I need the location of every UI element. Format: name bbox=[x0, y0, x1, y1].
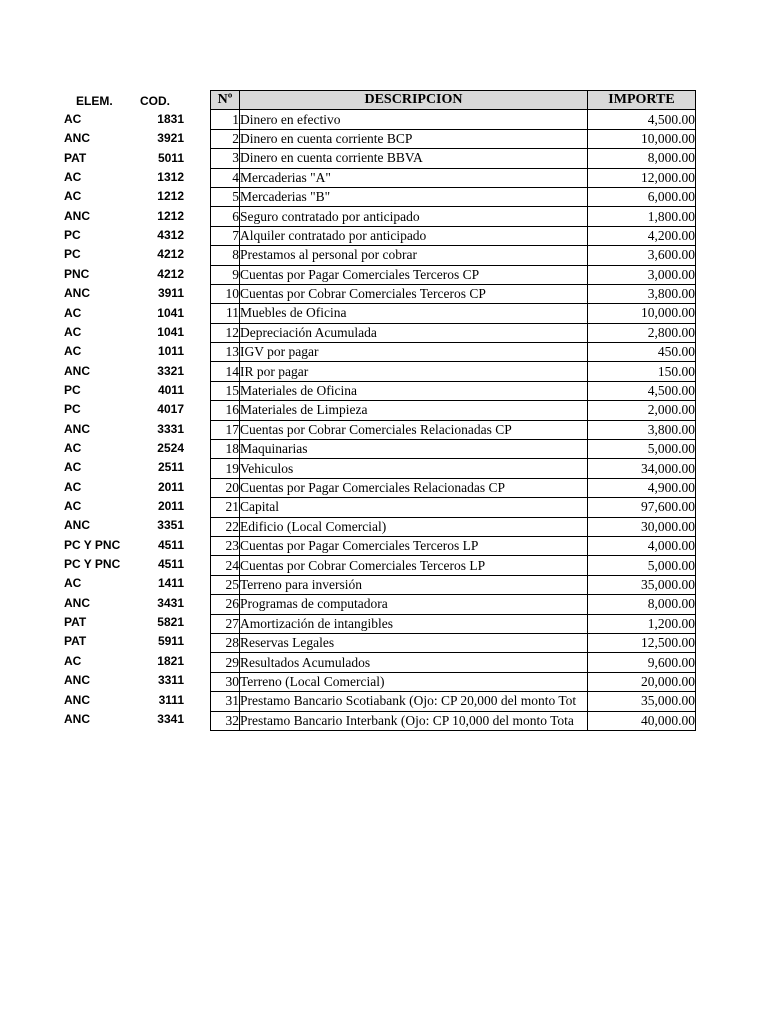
elem-cell[interactable]: PNC bbox=[64, 266, 90, 281]
description-cell[interactable]: Seguro contratado por anticipado bbox=[240, 207, 588, 226]
elem-column-header: ELEM. bbox=[76, 94, 113, 108]
importe-cell[interactable]: 1,200.00 bbox=[588, 614, 696, 633]
cod-cell[interactable]: 3341 bbox=[157, 711, 184, 726]
elem-cell[interactable]: ANC bbox=[64, 208, 90, 223]
cod-cell[interactable]: 3351 bbox=[157, 518, 184, 533]
row-number-cell[interactable]: 17 bbox=[211, 420, 240, 439]
table-header-row bbox=[211, 91, 696, 110]
elem-cell[interactable]: PC Y PNC bbox=[64, 557, 121, 572]
elem-cell[interactable]: ANC bbox=[64, 363, 90, 378]
description-cell[interactable]: Reservas Legales bbox=[240, 633, 588, 652]
table-row[interactable] bbox=[211, 459, 696, 478]
row-number-cell[interactable]: 32 bbox=[211, 711, 240, 730]
description-cell[interactable]: Dinero en cuenta corriente BCP bbox=[240, 129, 588, 148]
description-cell[interactable]: Amortización de intangibles bbox=[240, 614, 588, 633]
num-column-header: Nº bbox=[211, 91, 240, 110]
description-cell[interactable]: Terreno para inversión bbox=[240, 575, 588, 594]
table-row[interactable] bbox=[211, 226, 696, 245]
importe-cell[interactable]: 4,900.00 bbox=[588, 478, 696, 497]
importe-cell[interactable]: 3,800.00 bbox=[588, 284, 696, 303]
row-number-cell[interactable]: 28 bbox=[211, 633, 240, 652]
importe-cell[interactable]: 5,000.00 bbox=[588, 440, 696, 459]
elem-cell[interactable]: ANC bbox=[64, 692, 90, 707]
description-cell[interactable]: Cuentas por Cobrar Comerciales Terceros LP bbox=[240, 556, 588, 575]
description-cell[interactable]: Cuentas por Pagar Comerciales Terceros LP bbox=[240, 536, 588, 555]
table-row[interactable] bbox=[211, 362, 696, 381]
table-row[interactable] bbox=[211, 381, 696, 400]
elem-cell[interactable]: AC bbox=[64, 479, 82, 494]
importe-cell[interactable]: 20,000.00 bbox=[588, 672, 696, 691]
cod-cell[interactable]: 4312 bbox=[157, 228, 184, 243]
elem-cell[interactable]: ANC bbox=[64, 711, 90, 726]
description-cell[interactable]: Prestamo Bancario Scotiabank (Ojo: CP 20,000 del monto Tot bbox=[240, 692, 588, 711]
elem-cell[interactable]: PC bbox=[64, 402, 81, 417]
importe-cell[interactable]: 5,000.00 bbox=[588, 556, 696, 575]
cod-cell[interactable]: 4017 bbox=[157, 402, 184, 417]
row-number-cell[interactable]: 30 bbox=[211, 672, 240, 691]
cod-cell[interactable]: 3311 bbox=[157, 673, 184, 688]
cod-cell[interactable]: 3431 bbox=[157, 595, 184, 610]
table-row[interactable] bbox=[211, 536, 696, 555]
table-row[interactable] bbox=[211, 478, 696, 497]
row-number-cell[interactable]: 24 bbox=[211, 556, 240, 575]
importe-cell[interactable]: 2,800.00 bbox=[588, 323, 696, 342]
row-number-cell[interactable]: 6 bbox=[211, 207, 240, 226]
row-number-cell[interactable]: 13 bbox=[211, 343, 240, 362]
cod-cell[interactable]: 1831 bbox=[157, 112, 184, 126]
row-number-cell[interactable]: 4 bbox=[211, 168, 240, 187]
row-number-cell[interactable]: 2 bbox=[211, 129, 240, 148]
row-number-cell[interactable]: 7 bbox=[211, 226, 240, 245]
importe-cell[interactable]: 35,000.00 bbox=[588, 692, 696, 711]
description-cell[interactable]: Materiales de Limpieza bbox=[240, 401, 588, 420]
description-cell[interactable]: Dinero en efectivo bbox=[240, 110, 588, 129]
table-row[interactable] bbox=[211, 187, 696, 206]
importe-cell[interactable]: 2,000.00 bbox=[588, 401, 696, 420]
cod-cell[interactable]: 4011 bbox=[157, 382, 184, 397]
cod-cell[interactable]: 3111 bbox=[158, 692, 184, 707]
importe-cell[interactable]: 34,000.00 bbox=[588, 459, 696, 478]
description-cell[interactable]: Maquinarias bbox=[240, 440, 588, 459]
table-row[interactable] bbox=[211, 517, 696, 536]
description-cell[interactable]: Cuentas por Pagar Comerciales Relacionadas CP bbox=[240, 478, 588, 497]
cod-cell[interactable]: 3331 bbox=[157, 421, 184, 436]
cod-cell[interactable]: 4212 bbox=[157, 266, 184, 281]
descripcion-column-header: DESCRIPCION bbox=[240, 91, 588, 110]
description-cell[interactable]: Cuentas por Pagar Comerciales Terceros CP bbox=[240, 265, 588, 284]
description-cell[interactable]: Capital bbox=[240, 498, 588, 517]
importe-cell[interactable]: 4,500.00 bbox=[588, 110, 696, 129]
table-row[interactable] bbox=[211, 284, 696, 303]
elem-cell[interactable]: AC bbox=[64, 170, 82, 185]
elem-cell[interactable]: AC bbox=[64, 189, 82, 204]
cod-cell[interactable]: 4511 bbox=[157, 557, 184, 572]
description-cell[interactable]: Programas de computadora bbox=[240, 595, 588, 614]
table-row[interactable] bbox=[211, 401, 696, 420]
elem-cell[interactable]: ANC bbox=[64, 673, 90, 688]
cod-cell[interactable]: 1041 bbox=[157, 324, 184, 339]
elem-cell[interactable]: PC bbox=[64, 247, 81, 262]
importe-cell[interactable]: 35,000.00 bbox=[588, 575, 696, 594]
description-cell[interactable]: Depreciación Acumulada bbox=[240, 323, 588, 342]
elem-cell[interactable]: AC bbox=[64, 305, 82, 320]
importe-cell[interactable]: 12,000.00 bbox=[588, 168, 696, 187]
table-row[interactable] bbox=[211, 692, 696, 711]
cod-cell[interactable]: 5821 bbox=[157, 615, 184, 630]
row-number-cell[interactable]: 16 bbox=[211, 401, 240, 420]
importe-cell[interactable]: 8,000.00 bbox=[588, 149, 696, 168]
row-number-cell[interactable]: 15 bbox=[211, 381, 240, 400]
description-cell[interactable]: Edificio (Local Comercial) bbox=[240, 517, 588, 536]
table-row[interactable] bbox=[211, 420, 696, 439]
table-row[interactable] bbox=[211, 498, 696, 517]
table-row[interactable] bbox=[211, 556, 696, 575]
cod-cell[interactable]: 2011 bbox=[157, 499, 184, 513]
elem-cell[interactable]: ANC bbox=[64, 286, 90, 301]
importe-cell[interactable]: 3,600.00 bbox=[588, 246, 696, 265]
table-row[interactable] bbox=[211, 323, 696, 342]
description-cell[interactable]: Resultados Acumulados bbox=[240, 653, 588, 672]
importe-column-header: IMPORTE bbox=[588, 91, 696, 110]
row-number-cell[interactable]: 23 bbox=[211, 536, 240, 555]
importe-cell[interactable]: 10,000.00 bbox=[588, 129, 696, 148]
table-row[interactable] bbox=[211, 168, 696, 187]
importe-cell[interactable]: 3,800.00 bbox=[588, 420, 696, 439]
table-row[interactable] bbox=[211, 246, 696, 265]
row-number-cell[interactable]: 25 bbox=[211, 575, 240, 594]
elem-cell[interactable]: PC bbox=[64, 382, 81, 397]
elem-cell[interactable]: PAT bbox=[64, 615, 87, 630]
description-cell[interactable]: Muebles de Oficina bbox=[240, 304, 588, 323]
description-cell[interactable]: IGV por pagar bbox=[240, 343, 588, 362]
elem-cell[interactable]: AC bbox=[64, 653, 82, 668]
row-number-cell[interactable]: 18 bbox=[211, 440, 240, 459]
elem-cell[interactable]: AC bbox=[64, 440, 82, 455]
elem-cell[interactable]: ANC bbox=[64, 518, 90, 533]
table-row[interactable] bbox=[211, 207, 696, 226]
cod-cell[interactable]: 4212 bbox=[157, 247, 184, 262]
elem-cell[interactable]: ANC bbox=[64, 421, 90, 436]
table-row[interactable] bbox=[211, 595, 696, 614]
importe-cell[interactable]: 6,000.00 bbox=[588, 187, 696, 206]
cod-cell[interactable]: 1411 bbox=[157, 576, 184, 591]
importe-cell[interactable]: 150.00 bbox=[588, 362, 696, 381]
elem-cell[interactable]: PC Y PNC bbox=[64, 537, 121, 552]
row-number-cell[interactable]: 26 bbox=[211, 595, 240, 614]
elem-cell[interactable]: AC bbox=[64, 460, 82, 475]
cod-cell[interactable]: 1212 bbox=[157, 208, 184, 223]
elem-cell[interactable]: AC bbox=[64, 499, 82, 513]
table-row[interactable] bbox=[211, 343, 696, 362]
table-row[interactable] bbox=[211, 440, 696, 459]
row-number-cell[interactable]: 29 bbox=[211, 653, 240, 672]
row-number-cell[interactable]: 22 bbox=[211, 517, 240, 536]
row-number-cell[interactable]: 3 bbox=[211, 149, 240, 168]
importe-cell[interactable]: 4,500.00 bbox=[588, 381, 696, 400]
importe-cell[interactable]: 3,000.00 bbox=[588, 265, 696, 284]
description-cell[interactable]: Vehiculos bbox=[240, 459, 588, 478]
table-row[interactable] bbox=[211, 672, 696, 691]
description-cell[interactable]: Materiales de Oficina bbox=[240, 381, 588, 400]
description-cell[interactable]: Cuentas por Cobrar Comerciales Relacionadas CP bbox=[240, 420, 588, 439]
row-number-cell[interactable]: 31 bbox=[211, 692, 240, 711]
cod-cell[interactable]: 5011 bbox=[157, 150, 184, 165]
cod-cell[interactable]: 2011 bbox=[157, 479, 184, 494]
row-number-cell[interactable]: 27 bbox=[211, 614, 240, 633]
importe-cell[interactable]: 450.00 bbox=[588, 343, 696, 362]
cod-cell[interactable]: 2524 bbox=[157, 440, 184, 455]
importe-cell[interactable]: 1,800.00 bbox=[588, 207, 696, 226]
cod-column-header: COD. bbox=[140, 94, 170, 108]
row-number-cell[interactable]: 14 bbox=[211, 362, 240, 381]
table-row[interactable] bbox=[211, 653, 696, 672]
row-number-cell[interactable]: 5 bbox=[211, 187, 240, 206]
table-row[interactable] bbox=[211, 129, 696, 148]
row-number-cell[interactable]: 1 bbox=[211, 110, 240, 129]
description-cell[interactable]: Mercaderias "A" bbox=[240, 168, 588, 187]
row-number-cell[interactable]: 21 bbox=[211, 498, 240, 517]
elem-cell[interactable]: AC bbox=[64, 324, 82, 339]
table-row[interactable] bbox=[211, 149, 696, 168]
row-number-cell[interactable]: 9 bbox=[211, 265, 240, 284]
importe-cell[interactable]: 12,500.00 bbox=[588, 633, 696, 652]
row-number-cell[interactable]: 12 bbox=[211, 323, 240, 342]
cod-cell[interactable]: 1212 bbox=[157, 189, 184, 204]
elem-cell[interactable]: AC bbox=[64, 576, 82, 591]
cod-cell[interactable]: 3921 bbox=[157, 131, 184, 146]
cod-cell[interactable]: 5911 bbox=[157, 634, 184, 649]
importe-cell[interactable]: 40,000.00 bbox=[588, 711, 696, 730]
description-cell[interactable]: Terreno (Local Comercial) bbox=[240, 672, 588, 691]
cod-cell[interactable]: 3911 bbox=[157, 286, 184, 301]
description-cell[interactable]: Prestamo Bancario Interbank (Ojo: CP 10,000 del monto Tota bbox=[240, 711, 588, 730]
table-row[interactable] bbox=[211, 614, 696, 633]
description-cell[interactable]: IR por pagar bbox=[240, 362, 588, 381]
importe-cell[interactable]: 4,000.00 bbox=[588, 536, 696, 555]
cod-cell[interactable]: 1041 bbox=[157, 305, 184, 320]
elem-cell[interactable]: AC bbox=[64, 344, 82, 359]
row-number-cell[interactable]: 20 bbox=[211, 478, 240, 497]
cod-cell[interactable]: 2511 bbox=[157, 460, 184, 475]
cod-cell[interactable]: 1011 bbox=[157, 344, 184, 359]
elem-cell[interactable]: ANC bbox=[64, 595, 90, 610]
table-row[interactable] bbox=[211, 633, 696, 652]
table-row[interactable] bbox=[211, 110, 696, 129]
row-number-cell[interactable]: 10 bbox=[211, 284, 240, 303]
cod-cell[interactable]: 3321 bbox=[157, 363, 184, 378]
description-cell[interactable]: Prestamos al personal por cobrar bbox=[240, 246, 588, 265]
row-number-cell[interactable]: 11 bbox=[211, 304, 240, 323]
row-number-cell[interactable]: 8 bbox=[211, 246, 240, 265]
elem-cell[interactable]: ANC bbox=[64, 131, 90, 146]
table-row[interactable] bbox=[211, 304, 696, 323]
elem-cell[interactable]: PC bbox=[64, 228, 81, 243]
importe-cell[interactable]: 9,600.00 bbox=[588, 653, 696, 672]
table-row[interactable] bbox=[211, 711, 696, 730]
elem-cell[interactable]: PAT bbox=[64, 634, 87, 649]
table-row[interactable] bbox=[211, 265, 696, 284]
cod-cell[interactable]: 1312 bbox=[157, 170, 184, 185]
table-row[interactable] bbox=[211, 575, 696, 594]
description-cell[interactable]: Mercaderias "B" bbox=[240, 187, 588, 206]
accounts-table bbox=[210, 90, 696, 731]
importe-cell[interactable]: 10,000.00 bbox=[588, 304, 696, 323]
importe-cell[interactable]: 4,200.00 bbox=[588, 226, 696, 245]
description-cell[interactable]: Alquiler contratado por anticipado bbox=[240, 226, 588, 245]
cod-cell[interactable]: 1821 bbox=[157, 653, 184, 668]
importe-cell[interactable]: 97,600.00 bbox=[588, 498, 696, 517]
elem-cell[interactable]: PAT bbox=[64, 150, 87, 165]
row-number-cell[interactable]: 19 bbox=[211, 459, 240, 478]
importe-cell[interactable]: 8,000.00 bbox=[588, 595, 696, 614]
elem-cell[interactable]: AC bbox=[64, 112, 82, 126]
description-cell[interactable]: Cuentas por Cobrar Comerciales Terceros CP bbox=[240, 284, 588, 303]
importe-cell[interactable]: 30,000.00 bbox=[588, 517, 696, 536]
cod-cell[interactable]: 4511 bbox=[157, 537, 184, 552]
description-cell[interactable]: Dinero en cuenta corriente BBVA bbox=[240, 149, 588, 168]
